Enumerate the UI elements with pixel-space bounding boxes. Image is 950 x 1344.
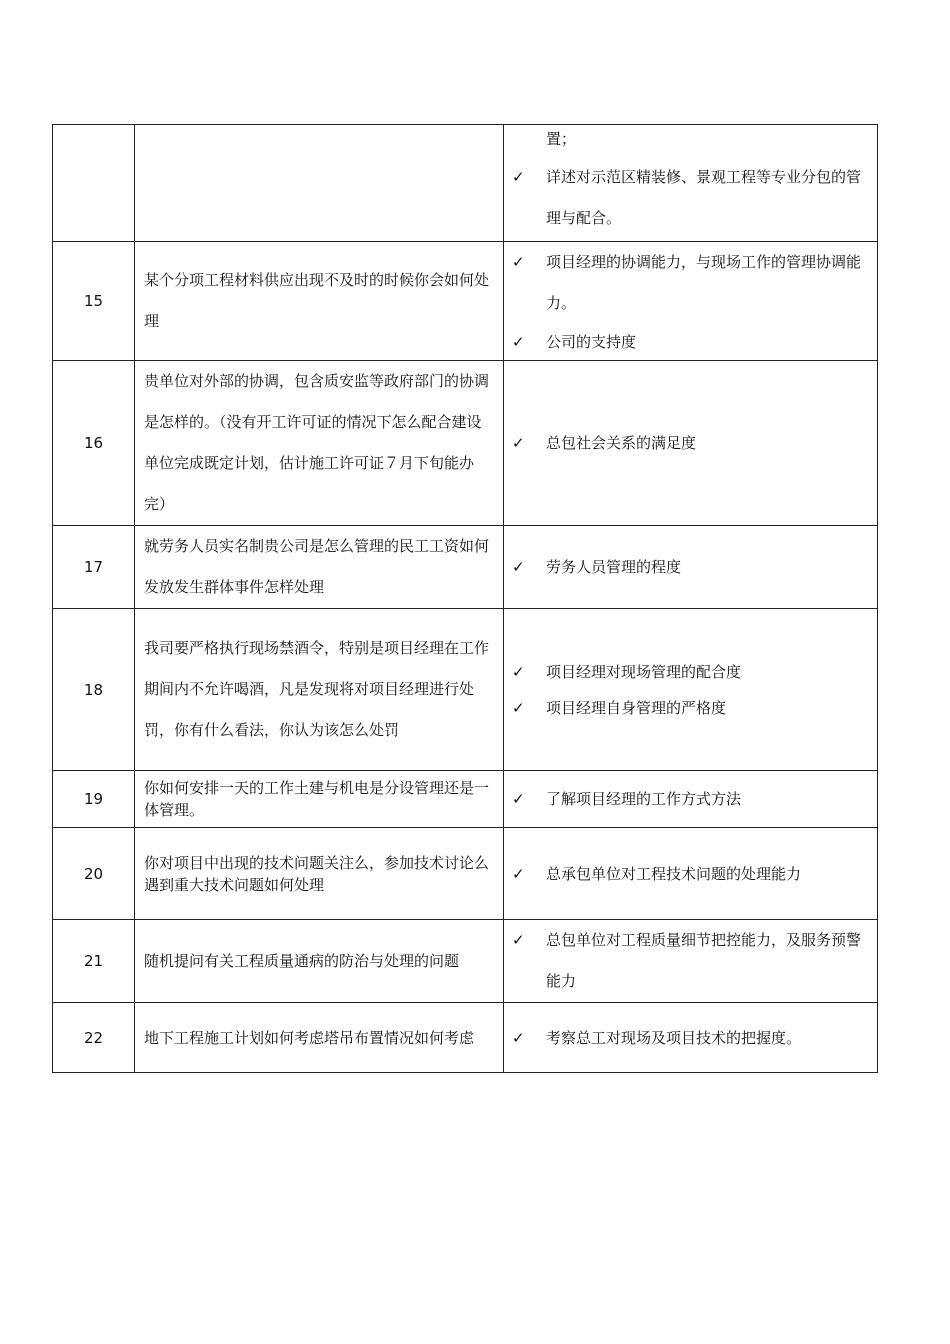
assessment-point-text: 项目经理的协调能力，与现场工作的管理协调能力。 — [546, 253, 862, 312]
assessment-point — [512, 856, 871, 892]
assessment-point-text: 总承包单位对工程技术问题的处理能力 — [546, 864, 802, 883]
check-icon: ✓ — [512, 1028, 525, 1047]
row-number: 18 — [53, 609, 135, 771]
question-cell — [135, 609, 504, 771]
check-icon: ✓ — [512, 168, 525, 186]
assessment-points-cell — [504, 526, 878, 609]
question-cell — [135, 771, 504, 828]
row-number: 19 — [53, 771, 135, 828]
assessment-point-text: 了解项目经理的工作方式方法 — [546, 790, 742, 808]
assessment-points-cell — [504, 920, 878, 1003]
row-number: 20 — [53, 828, 135, 920]
question-cell — [135, 1003, 504, 1073]
question-cell — [135, 920, 504, 1003]
table-row — [53, 526, 878, 609]
question-text: 我司要严格执行现场禁酒令，特别是项目经理在工作期间内不允许喝酒，凡是发现将对项目经理进行处罚，你有什么看法，你认为该怎么处罚 — [144, 639, 490, 739]
assessment-point — [512, 157, 871, 239]
assessment-point-text: 劳务人员管理的程度 — [546, 558, 682, 576]
question-text: 地下工程施工计划如何考虑塔吊布置情况如何考虑 — [144, 1028, 475, 1047]
question-text: 某个分项工程材料供应出现不及时的时候你会如何处理 — [144, 271, 490, 330]
evaluation-table — [52, 124, 878, 1073]
check-icon: ✓ — [512, 864, 525, 883]
row-number: 22 — [53, 1003, 135, 1073]
row-number: 15 — [53, 242, 135, 361]
question-cell — [135, 125, 504, 242]
table-row — [53, 828, 878, 920]
assessment-points-cell — [504, 242, 878, 361]
assessment-point-text: 详述对示范区精装修、景观工程等专业分包的管理与配合。 — [546, 168, 862, 227]
assessment-point — [512, 920, 871, 1002]
assessment-point — [512, 781, 871, 817]
check-icon: ✓ — [512, 253, 525, 271]
assessment-points-cell — [504, 361, 878, 526]
table-row — [53, 242, 878, 361]
assessment-point-text: 考察总工对现场及项目技术的把握度。 — [546, 1028, 802, 1047]
assessment-point-text: 总包单位对工程质量细节把控能力，及服务预警能力 — [546, 931, 862, 990]
assessment-point — [512, 690, 871, 726]
table-row — [53, 771, 878, 828]
check-icon: ✓ — [512, 558, 525, 576]
check-icon: ✓ — [512, 662, 525, 681]
check-icon: ✓ — [512, 790, 525, 808]
assessment-point-text: 总包社会关系的满足度 — [546, 434, 697, 452]
assessment-point — [512, 425, 871, 461]
assessment-point-text: 项目经理自身管理的严格度 — [546, 698, 727, 717]
continued-text: 置； — [546, 130, 577, 148]
assessment-points-cell — [504, 1003, 878, 1073]
assessment-point — [512, 1020, 871, 1056]
assessment-point — [512, 654, 871, 690]
check-icon: ✓ — [512, 931, 525, 949]
check-icon: ✓ — [512, 333, 525, 351]
question-text: 你对项目中出现的技术问题关注么，参加技术讨论么 遇到重大技术问题如何处理 — [144, 853, 494, 894]
assessment-point — [512, 242, 871, 324]
question-text: 你如何安排一天的工作土建与机电是分设管理还是一体管理。 — [144, 779, 490, 819]
question-cell — [135, 526, 504, 609]
check-icon: ✓ — [512, 698, 525, 717]
assessment-point-text: 项目经理对现场管理的配合度 — [546, 662, 742, 681]
row-number: 16 — [53, 361, 135, 526]
table-row — [53, 1003, 878, 1073]
assessment-points-cell — [504, 828, 878, 920]
assessment-point-text: 公司的支持度 — [546, 333, 637, 351]
assessment-point — [512, 549, 871, 585]
table-row — [53, 125, 878, 242]
table-row — [53, 609, 878, 771]
question-text: 贵单位对外部的协调，包含质安监等政府部门的协调是怎样的。（没有开工许可证的情况下怎么配合建设单位完成既定计划，估计施工许可证７月下旬能办完） — [144, 372, 490, 513]
question-cell — [135, 242, 504, 361]
row-number — [53, 125, 135, 242]
assessment-point — [512, 324, 871, 360]
question-text: 随机提问有关工程质量通病的防治与处理的问题 — [144, 952, 460, 970]
table-row — [53, 920, 878, 1003]
assessment-points-cell — [504, 609, 878, 771]
row-number: 21 — [53, 920, 135, 1003]
row-number: 17 — [53, 526, 135, 609]
check-icon: ✓ — [512, 434, 525, 452]
assessment-points-cell — [504, 771, 878, 828]
assessment-points-cell — [504, 125, 878, 242]
question-cell — [135, 361, 504, 526]
question-text: 就劳务人员实名制贵公司是怎么管理的民工工资如何发放发生群体事件怎样处理 — [144, 537, 490, 596]
question-cell — [135, 828, 504, 920]
table-row — [53, 361, 878, 526]
